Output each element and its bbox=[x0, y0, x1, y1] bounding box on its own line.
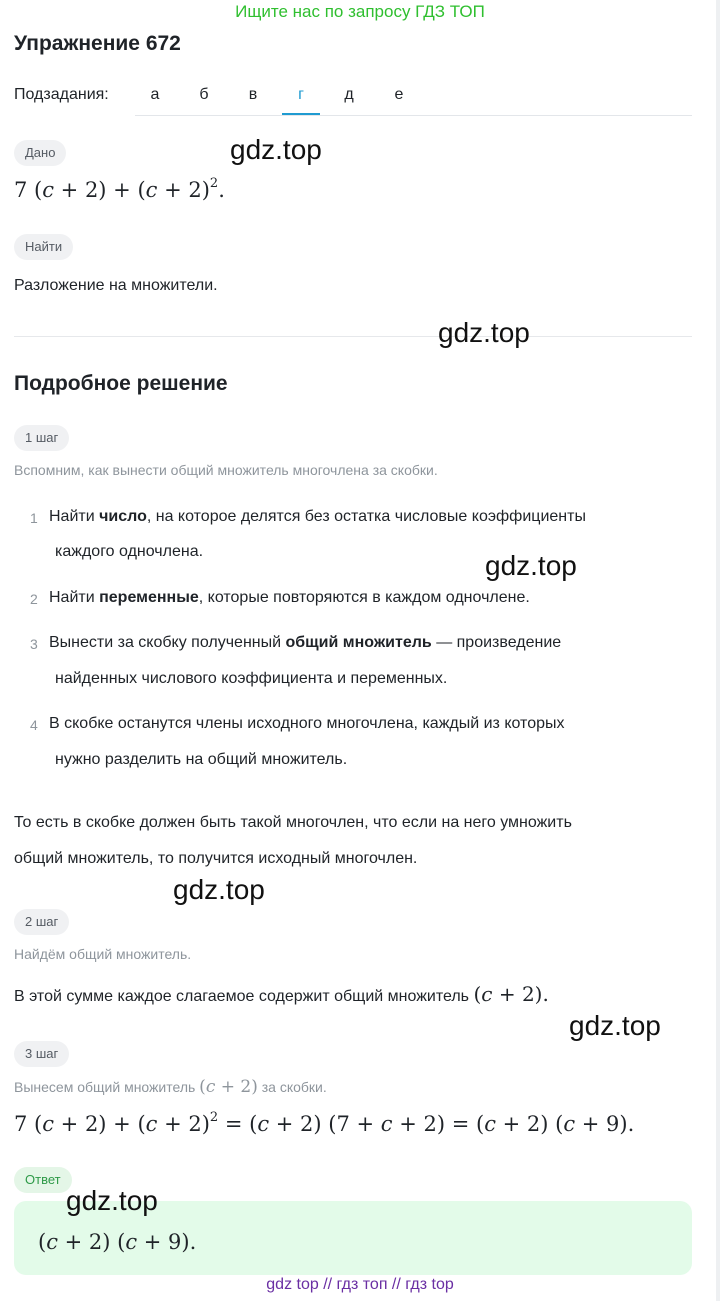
list-number: 3 bbox=[30, 636, 38, 652]
watermark: gdz.top bbox=[438, 317, 530, 348]
list-item-4-line2: нужно разделить на общий множитель. bbox=[55, 751, 348, 768]
step2-text: В этой сумме каждое слагаемое содержит общий множитель (c + 2). bbox=[14, 982, 549, 1006]
list-item-2-line1: Найти переменные, которые повторяются в каждом одночлене. bbox=[49, 589, 530, 606]
tab-e[interactable]: е bbox=[394, 86, 404, 103]
page-title: Упражнение 672 bbox=[14, 32, 181, 55]
answer-expression: (c + 2) (c + 9). bbox=[38, 1230, 197, 1254]
active-tab-underline bbox=[282, 113, 320, 115]
watermark: gdz.top bbox=[569, 1010, 661, 1041]
step3-hint: Вынесем общий множитель (c + 2) за скобки. bbox=[14, 1077, 327, 1097]
list-item-4-line1: В скобке останутся члены исходного многочлена, каждый из которых bbox=[49, 715, 565, 732]
find-chip: Найти bbox=[14, 234, 73, 260]
watermark: gdz.top bbox=[230, 134, 322, 165]
section-divider bbox=[14, 336, 692, 337]
given-expression: 7 $(c + 2) + (c + 2)^2$. bbox=[14, 176, 225, 202]
watermark: gdz.top bbox=[173, 874, 265, 905]
step1-chip: 1 шаг bbox=[14, 425, 69, 451]
conclusion-line1: То есть в скобке должен быть такой многочлен, что если на него умножить bbox=[14, 814, 572, 831]
list-number: 4 bbox=[30, 717, 38, 733]
list-item-1-line2: каждого одночлена. bbox=[55, 543, 204, 560]
step2-expression: (c + 2). bbox=[473, 982, 549, 1006]
step3-hint-expression: (c + 2) bbox=[199, 1077, 258, 1097]
watermark: gdz.top bbox=[485, 550, 577, 581]
step2-chip: 2 шаг bbox=[14, 909, 69, 935]
tab-a[interactable]: а bbox=[150, 86, 160, 103]
watermark: gdz.top bbox=[66, 1185, 158, 1216]
subtasks-label: Подзадания: bbox=[14, 86, 109, 103]
list-item-3-line2: найденных числового коэффициента и переменных. bbox=[55, 670, 448, 687]
solution-heading: Подробное решение bbox=[14, 372, 228, 395]
tab-v[interactable]: в bbox=[248, 86, 258, 103]
subtasks-tabs bbox=[135, 78, 692, 116]
answer-chip: Ответ bbox=[14, 1167, 72, 1193]
list-item-3-line1: Вынести за скобку полученный общий множитель — произведение bbox=[49, 634, 562, 651]
list-item-1-line1: Найти число, на которое делятся без остатка числовые коэффициенты bbox=[49, 508, 586, 525]
page-edge bbox=[716, 0, 720, 1301]
step2-hint: Найдём общий множитель. bbox=[14, 946, 192, 962]
given-chip: Дано bbox=[14, 140, 66, 166]
step3-chip: 3 шаг bbox=[14, 1041, 69, 1067]
step1-hint: Вспомним, как вынести общий множитель многочлена за скобки. bbox=[14, 462, 438, 478]
tab-b[interactable]: б bbox=[199, 86, 209, 103]
find-text: Разложение на множители. bbox=[14, 277, 218, 294]
conclusion-line2: общий множитель, то получится исходный многочлен. bbox=[14, 850, 418, 867]
tab-d[interactable]: д bbox=[344, 86, 354, 103]
list-number: 1 bbox=[30, 510, 38, 526]
search-banner[interactable]: Ищите нас по запросу ГДЗ ТОП bbox=[235, 2, 485, 21]
step3-expression: 7 $(c + 2) + (c + 2)^2 = (c + 2)$ (7 + c + 2) = (c + 2) (c + 9). bbox=[14, 1110, 635, 1136]
list-number: 2 bbox=[30, 591, 38, 607]
footer-links[interactable]: gdz top // гдз топ // гдз top bbox=[266, 1276, 454, 1293]
tab-g-active[interactable]: г bbox=[298, 86, 304, 103]
